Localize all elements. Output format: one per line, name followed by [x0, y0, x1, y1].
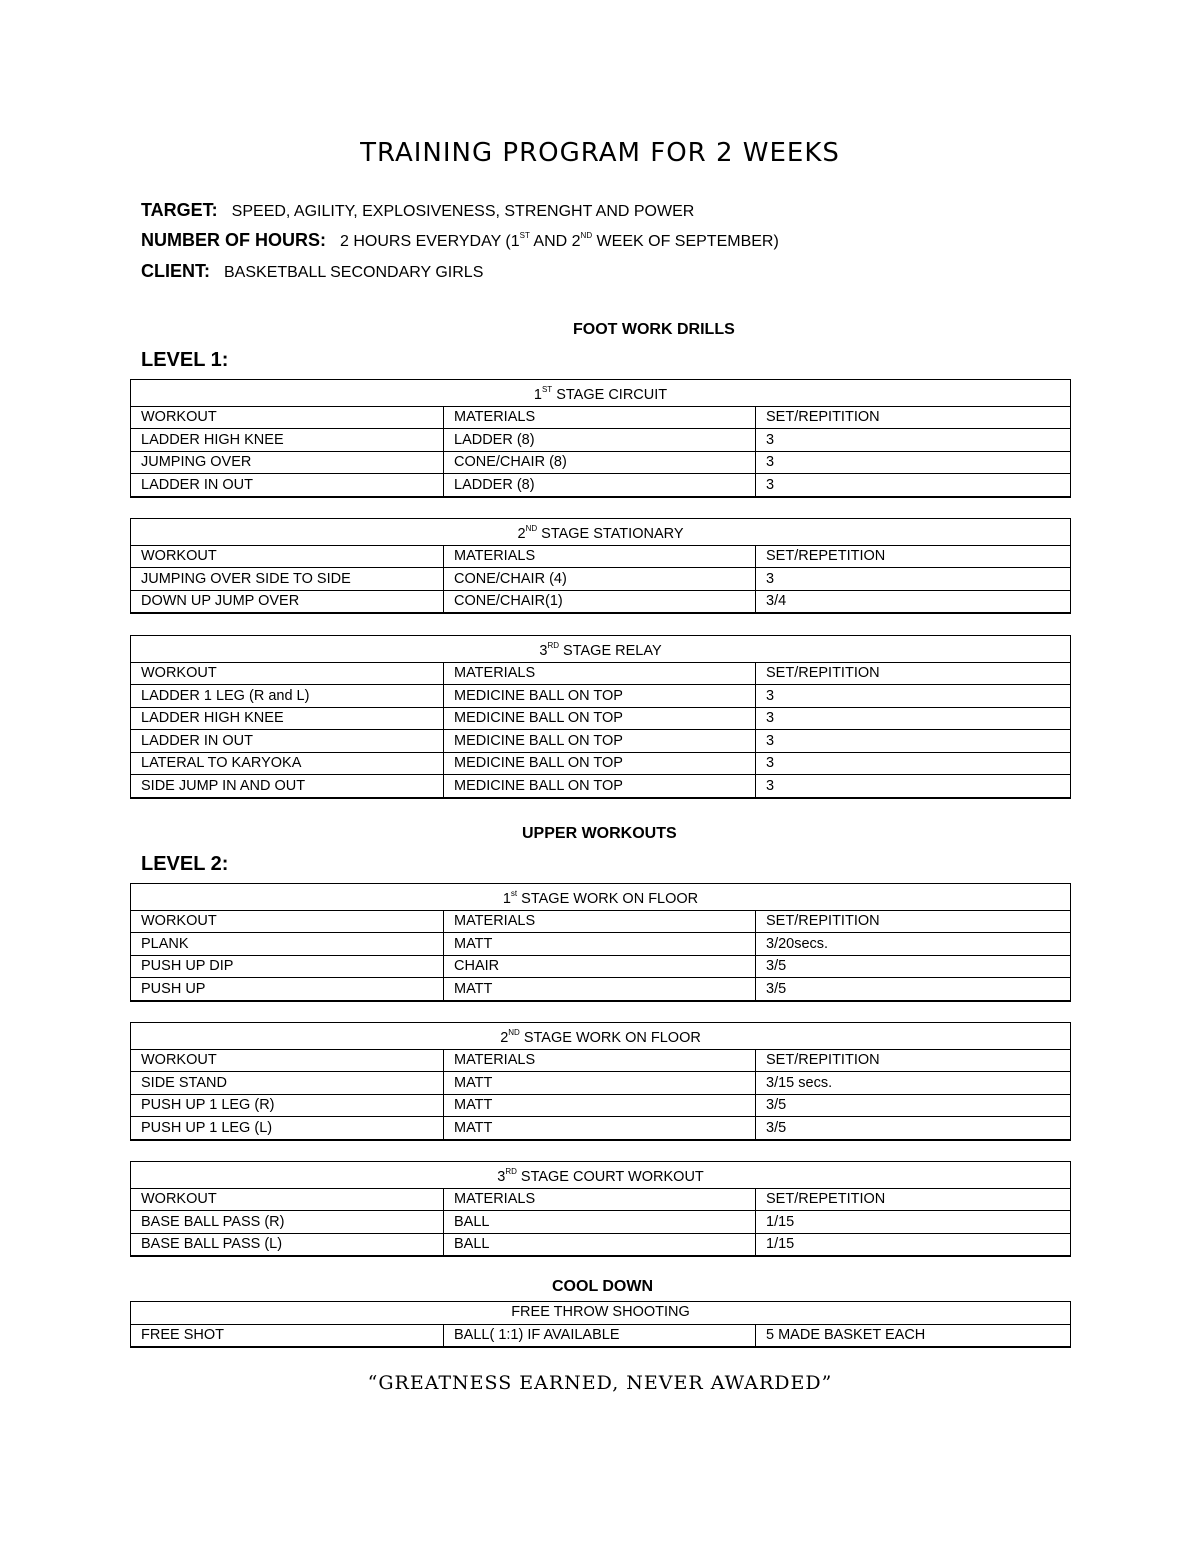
table-header-row: WORKOUT MATERIALS SET/REPETITION	[131, 545, 1071, 568]
table-row: LATERAL TO KARYOKA MEDICINE BALL ON TOP 3	[131, 752, 1071, 775]
table-stage-relay	[130, 635, 1071, 799]
table-caption: 1ST STAGE CIRCUIT	[131, 380, 1071, 407]
target-label: TARGET:	[141, 200, 218, 220]
section-footwork: FOOT WORK DRILLS	[573, 321, 735, 338]
table-caption: 2ND STAGE STATIONARY	[131, 519, 1071, 546]
hours-line	[141, 230, 779, 251]
table-row: PUSH UP 1 LEG (R) MATT 3/5	[131, 1094, 1071, 1117]
table-row: LADDER IN OUT MEDICINE BALL ON TOP 3	[131, 730, 1071, 753]
table-caption: FREE THROW SHOOTING	[131, 1302, 1071, 1325]
target-value: SPEED, AGILITY, EXPLOSIVENESS, STRENGHT AND POWER	[231, 203, 695, 220]
table-row: BASE BALL PASS (R) BALL 1/15	[131, 1211, 1071, 1234]
table-row: DOWN UP JUMP OVER CONE/CHAIR(1) 3/4	[131, 590, 1071, 613]
table-row: FREE SHOT BALL( 1:1) IF AVAILABLE 5 MADE BASKET EACH	[131, 1324, 1071, 1347]
section-cool-down: COOL DOWN	[552, 1278, 654, 1295]
level-2-heading: LEVEL 2:	[141, 853, 229, 875]
table-header-row: WORKOUT MATERIALS SET/REPITITION	[131, 910, 1071, 933]
table-row: SIDE JUMP IN AND OUT MEDICINE BALL ON TOP 3	[131, 775, 1071, 798]
table-caption: 3RD STAGE RELAY	[131, 636, 1071, 663]
section-upper-workouts: UPPER WORKOUTS	[522, 825, 677, 842]
table-stage-work-on-floor-2	[130, 1022, 1071, 1141]
table-header-row: WORKOUT MATERIALS SET/REPITITION	[131, 406, 1071, 429]
client-label: CLIENT:	[141, 261, 210, 281]
table-stage-stationary	[130, 518, 1071, 614]
table-row: LADDER HIGH KNEE MEDICINE BALL ON TOP 3	[131, 707, 1071, 730]
closing-quote: “GREATNESS EARNED, NEVER AWARDED”	[367, 1372, 833, 1394]
table-row: JUMPING OVER CONE/CHAIR (8) 3	[131, 451, 1071, 474]
document-title: TRAINING PROGRAM FOR 2 WEEKS	[360, 138, 840, 168]
client-value: BASKETBALL SECONDARY GIRLS	[224, 264, 484, 281]
hours-sup-second: ND	[580, 230, 593, 240]
table-header-row: WORKOUT MATERIALS SET/REPITITION	[131, 662, 1071, 685]
table-stage-work-on-floor-1	[130, 883, 1071, 1002]
table-row: PUSH UP MATT 3/5	[131, 978, 1071, 1001]
table-row: LADDER 1 LEG (R and L) MEDICINE BALL ON TOP 3	[131, 685, 1071, 708]
hours-prefix: 2 HOURS EVERYDAY (1	[340, 233, 520, 250]
hours-mid: AND 2	[529, 233, 581, 250]
table-row: LADDER HIGH KNEE LADDER (8) 3	[131, 429, 1071, 452]
table-row: SIDE STAND MATT 3/15 secs.	[131, 1072, 1071, 1095]
table-free-throw-shooting	[130, 1301, 1071, 1348]
table-caption: 3RD STAGE COURT WORKOUT	[131, 1162, 1071, 1189]
table-row: PUSH UP 1 LEG (L) MATT 3/5	[131, 1117, 1071, 1140]
table-row: BASE BALL PASS (L) BALL 1/15	[131, 1233, 1071, 1256]
table-row: LADDER IN OUT LADDER (8) 3	[131, 474, 1071, 497]
target-line	[141, 200, 694, 221]
table-row: PUSH UP DIP CHAIR 3/5	[131, 955, 1071, 978]
table-row: PLANK MATT 3/20secs.	[131, 933, 1071, 956]
client-line	[141, 261, 483, 282]
level-1-heading: LEVEL 1:	[141, 349, 229, 371]
hours-sup-first: ST	[519, 230, 530, 240]
hours-suffix: WEEK OF SEPTEMBER)	[592, 233, 779, 250]
table-header-row: WORKOUT MATERIALS SET/REPETITION	[131, 1188, 1071, 1211]
table-row: JUMPING OVER SIDE TO SIDE CONE/CHAIR (4) 3	[131, 568, 1071, 591]
hours-label: NUMBER OF HOURS:	[141, 230, 326, 250]
table-stage-court-workout	[130, 1161, 1071, 1257]
table-header-row: WORKOUT MATERIALS SET/REPITITION	[131, 1049, 1071, 1072]
table-caption: 2ND STAGE WORK ON FLOOR	[131, 1023, 1071, 1050]
table-stage-circuit	[130, 379, 1071, 498]
table-caption: 1st STAGE WORK ON FLOOR	[131, 884, 1071, 911]
